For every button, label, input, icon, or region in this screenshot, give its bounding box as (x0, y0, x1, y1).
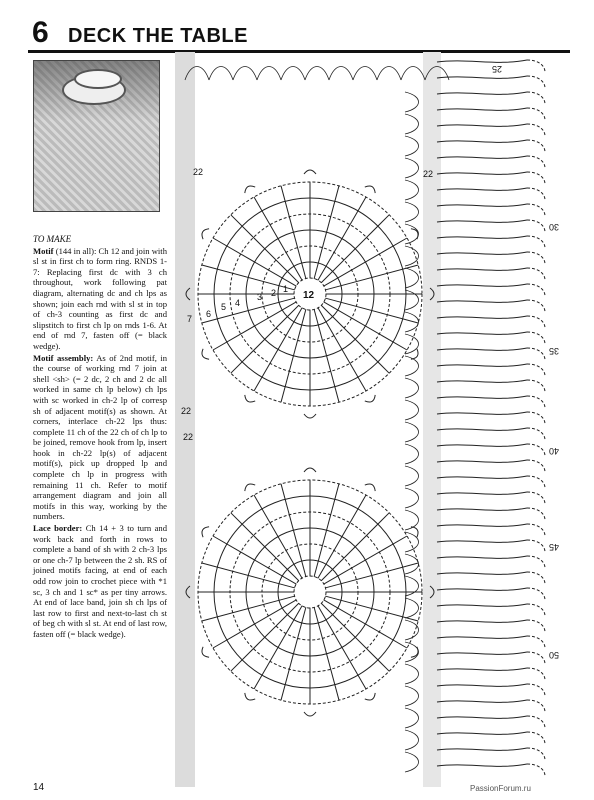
border-shell (527, 604, 545, 616)
cup-illustration (74, 69, 122, 89)
motif-stitch (321, 513, 389, 581)
border-chain-row (437, 636, 527, 638)
top-chain-arc (305, 67, 329, 81)
instructions-column (33, 234, 167, 641)
side-chain-arc (405, 246, 419, 266)
top-chain-arc (353, 67, 377, 81)
border-shell (527, 412, 545, 424)
border-shell (527, 620, 545, 632)
border-chain-row (437, 540, 527, 542)
lace-border (437, 60, 545, 776)
border-chain-row (437, 716, 527, 718)
border-chain-row (437, 332, 527, 334)
side-chain-arc (405, 290, 419, 310)
border-chain-row (437, 76, 527, 78)
border-shell (527, 172, 545, 184)
side-chain-arc (405, 400, 419, 420)
border-shell (527, 764, 545, 776)
border-chain-row (437, 284, 527, 286)
motif-label: Motif (33, 245, 54, 256)
border-chain-row (437, 412, 527, 414)
border-chain-row (437, 92, 527, 94)
motif-text: (144 in all): Ch 12 and join with sl st in first ch to form ring. RNDS 1-7: Replacing first dc with 3 ch throughout, work following pat diagram, alternating dc and ch lps as shown; join each rnd with sl st in top of ch-3 counting as first dc and slipstitch to first ch lp on rnds 1-6. At end of rnd 7, fasten off (= black wedge). (33, 245, 167, 351)
side-chain-arc (405, 598, 419, 618)
assembly-label: Motif assembly: (33, 352, 94, 363)
border-shell (527, 652, 545, 664)
side-chain-arc (405, 180, 419, 200)
border-chain-row (437, 588, 527, 590)
motif-stitch (231, 513, 299, 581)
row-label-40: 40 (548, 446, 559, 456)
motif-shell (200, 525, 209, 537)
border-chain-row (437, 220, 527, 222)
page-number: 14 (33, 782, 45, 793)
border-chain-row (437, 268, 527, 270)
motif-stitch (231, 305, 299, 373)
row-label-35: 35 (548, 346, 559, 356)
border-label: Lace border: (33, 523, 83, 534)
motif-stitch (321, 215, 389, 283)
border-shell (527, 716, 545, 728)
round-label-4: 4 (235, 298, 241, 308)
border-chain-row (437, 380, 527, 382)
border-shell (527, 348, 545, 360)
border-chain-row (437, 252, 527, 254)
motif (186, 468, 434, 716)
motif-stitch (321, 603, 389, 671)
side-chain-arc (405, 268, 419, 288)
corner-label-22-c: 22 (181, 406, 192, 416)
top-chain-arc (281, 67, 305, 81)
border-shell (527, 428, 545, 440)
side-chain-arc (405, 752, 419, 772)
round-label-1: 1 (283, 284, 289, 294)
round-label-3: 3 (257, 292, 263, 302)
motif-shell (243, 184, 255, 193)
border-shell (527, 380, 545, 392)
corner-label-22-d: 22 (183, 432, 194, 442)
border-shell (527, 252, 545, 264)
border-chain-row (437, 524, 527, 526)
border-shell (527, 588, 545, 600)
border-shell (527, 140, 545, 152)
motif-stitch (231, 215, 299, 283)
border-shell (527, 284, 545, 296)
border-chain-row (437, 316, 527, 318)
assembly-paragraph (33, 353, 167, 523)
side-chain-arc (405, 334, 419, 354)
border-shell (527, 524, 545, 536)
border-chain-row (437, 364, 527, 366)
motif-shell (200, 227, 209, 239)
border-shell (527, 668, 545, 680)
top-chain-arc (233, 67, 257, 81)
border-chain-row (437, 236, 527, 238)
motif-shell (304, 468, 316, 472)
border-chain-row (437, 684, 527, 686)
motif-shell (365, 395, 377, 404)
motif-shell (365, 482, 377, 491)
side-chain-arc (405, 378, 419, 398)
side-chain-arc (405, 488, 419, 508)
border-chain-row (437, 652, 527, 654)
border-shell (527, 236, 545, 248)
motif-shell (411, 525, 420, 537)
border-shell (527, 108, 545, 120)
side-chain-arc (405, 686, 419, 706)
border-chain-row (437, 492, 527, 494)
corner-label-22-a: 22 (193, 167, 204, 177)
border-chain-row (437, 156, 527, 158)
round-label-5: 5 (221, 302, 227, 312)
motif-shell (243, 693, 255, 702)
row-label-50: 50 (548, 650, 559, 660)
motif-shell (304, 170, 316, 174)
border-chain-row (437, 444, 527, 446)
border-chain-row (437, 460, 527, 462)
side-chain-arc (405, 202, 419, 222)
motif-stitch (231, 603, 299, 671)
border-chain-row (437, 300, 527, 302)
motif-shell (365, 184, 377, 193)
border-shell (527, 684, 545, 696)
border-shell (527, 316, 545, 328)
page-title: DECK THE TABLE (68, 25, 248, 47)
border-shell (527, 332, 545, 344)
border-shell (527, 556, 545, 568)
chain-arcs (185, 67, 449, 773)
diagram-shaded-strip-2 (423, 52, 441, 787)
border-shell (527, 636, 545, 648)
instructions-heading: TO MAKE (33, 234, 72, 244)
border-chain-row (437, 60, 527, 62)
border-shell (527, 492, 545, 504)
side-chain-arc (405, 158, 419, 178)
border-shell (527, 204, 545, 216)
side-chain-arc (405, 664, 419, 684)
border-shell (527, 460, 545, 472)
border-chain-row (437, 732, 527, 734)
side-chain-arc (405, 642, 419, 662)
border-chain-row (437, 748, 527, 750)
border-chain-row (437, 428, 527, 430)
border-shell (527, 364, 545, 376)
round-label-7: 7 (187, 314, 193, 324)
border-shell (527, 396, 545, 408)
border-chain-row (437, 668, 527, 670)
page-header (28, 16, 570, 53)
border-chain-row (437, 188, 527, 190)
side-chain-arc (405, 92, 419, 112)
side-chain-arc (405, 620, 419, 640)
border-shell (527, 572, 545, 584)
assembly-text: As of 2nd motif, in the course of working rnd 7 join at shell <sh> (= 2 dc, 2 ch and 2 dc all worked in same ch lp below) ch lps with sc worked in ch-2 lp of corresp sh of adjacent motif(s) as shown. At corners, interlace ch-22 lps thus: complete 11 ch of the 22 ch of ch lp to be joined, remove hook from lp, insert hook in ch-22 lp(s) of adjacent motif(s), pick up dropped lp and complete ch lp in progress with remaining 11 ch. Refer to motif arrangement diagram and join all motifs in this way, working by the numbers. (33, 352, 168, 522)
border-text: Ch 14 + 3 to turn and work back and forth in rows to complete a band of sh with 2 ch-3 lps or one ch-7 lp between the 2 sh. RS of joined motifs facing, at end of each odd row join to crochet piece with *1 sc, 3 ch and 1 sc* as per tiny arrows. At end of lace band, join sh ch lps of last row to first and next-to-last ch st of beg ch with sl st. At end of last row, fasten off (= black wedge). (33, 523, 168, 639)
border-shell (527, 540, 545, 552)
border-shell (527, 76, 545, 88)
row-label-30: 30 (548, 222, 559, 232)
side-chain-arc (405, 444, 419, 464)
round-label-2: 2 (271, 288, 277, 298)
motif-stitch (321, 305, 389, 373)
side-chain-arc (405, 730, 419, 750)
watermark: PassionForum.ru (470, 784, 531, 793)
border-paragraph (33, 523, 167, 640)
border-chain-row (437, 108, 527, 110)
side-chain-arc (405, 136, 419, 156)
border-chain-row (437, 124, 527, 126)
side-chain-arc (405, 422, 419, 442)
border-shell (527, 508, 545, 520)
motif-paragraph (33, 246, 167, 352)
motif-shell (200, 647, 209, 659)
border-chain-row (437, 508, 527, 510)
side-chain-arc (405, 114, 419, 134)
border-chain-row (437, 764, 527, 766)
corner-label-22-b: 22 (423, 169, 434, 179)
motif-shell (243, 395, 255, 404)
top-chain-arc (377, 67, 401, 81)
row-label-25: 25 (491, 64, 502, 74)
top-chain-arc (329, 67, 353, 81)
side-chain-arc (405, 576, 419, 596)
border-chain-row (437, 204, 527, 206)
crochet-diagram (175, 52, 587, 787)
border-chain-row (437, 140, 527, 142)
top-chain-arc (257, 67, 281, 81)
top-chain-arc (401, 67, 425, 81)
motif-shell (200, 349, 209, 361)
border-shell (527, 220, 545, 232)
border-chain-row (437, 172, 527, 174)
border-chain-row (437, 396, 527, 398)
motif-shell (304, 712, 316, 716)
motif-shell (411, 349, 420, 361)
border-shell (527, 700, 545, 712)
side-chain-arc (405, 224, 419, 244)
side-chain-arc (405, 708, 419, 728)
round-label-6: 6 (206, 309, 212, 319)
border-shell (527, 156, 545, 168)
border-shell (527, 300, 545, 312)
motif-group (186, 170, 434, 716)
border-chain-row (437, 620, 527, 622)
tablecloth-photo (33, 60, 160, 212)
motif-shell (365, 693, 377, 702)
round-label-center: 12 (303, 290, 315, 301)
border-shell (527, 444, 545, 456)
border-shell (527, 268, 545, 280)
border-chain-row (437, 348, 527, 350)
border-shell (527, 124, 545, 136)
row-label-45: 45 (548, 542, 559, 552)
top-chain-arc (209, 67, 233, 81)
side-chain-arc (405, 532, 419, 552)
border-shell (527, 92, 545, 104)
motif-shell (304, 414, 316, 418)
border-shell (527, 188, 545, 200)
border-shell (527, 732, 545, 744)
border-chain-row (437, 700, 527, 702)
border-chain-row (437, 604, 527, 606)
border-shell (527, 476, 545, 488)
border-shell (527, 748, 545, 760)
border-chain-row (437, 556, 527, 558)
pattern-number: 6 (32, 16, 49, 49)
border-shell (527, 60, 545, 72)
border-chain-row (437, 572, 527, 574)
border-chain-row (437, 476, 527, 478)
side-chain-arc (405, 466, 419, 486)
diagram-shaded-strip (175, 52, 195, 787)
motif-shell (243, 482, 255, 491)
